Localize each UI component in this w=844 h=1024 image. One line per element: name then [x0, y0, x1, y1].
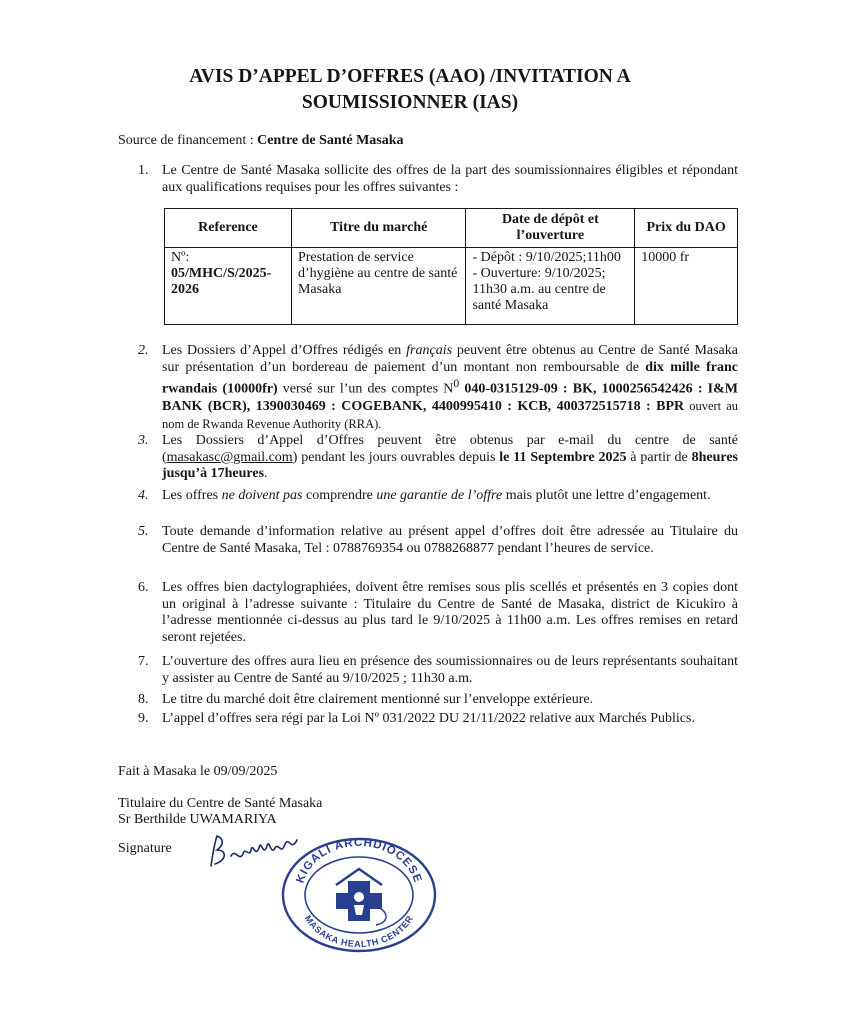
cell-prix: 10000 fr — [635, 248, 738, 325]
list-item-7 — [138, 654, 738, 687]
list-text — [162, 488, 738, 505]
email-link[interactable]: masakasc@gmail.com — [166, 449, 293, 465]
list-number: 6. — [138, 580, 149, 595]
list-text: Toute demande d’information relative au présent appel d’offres doit être adressée au Titulaire du Centre de Santé Masaka, Tel : 0788769354 ou 0788268877 pendant l’heures de service. — [162, 524, 738, 556]
list-number: 7. — [138, 654, 149, 669]
funding-source-value: Centre de Santé Masaka — [257, 133, 404, 148]
list-number: 3. — [138, 433, 149, 448]
list-item-6 — [138, 580, 738, 646]
item4-text-3: mais plutôt une lettre d’engagement. — [502, 488, 711, 503]
item3-text-1: Les Dossiers d’Appel d’Offres peuvent être obtenus par e-mail du centre de santé ( — [162, 433, 738, 465]
date-depot: - Dépôt : 9/10/2025;11h00 — [472, 250, 621, 265]
item2-italic: français — [406, 343, 453, 358]
item3-text-4: . — [264, 466, 268, 481]
item4-italic-1: ne doivent pas — [221, 488, 303, 503]
list-item-3 — [138, 433, 738, 483]
item2-text-1: Les Dossiers d’Appel d’Offres rédigés en — [162, 343, 407, 358]
item4-text-2: comprendre — [302, 488, 377, 503]
list-item-1 — [138, 163, 738, 196]
funding-source-label: Source de financement : — [118, 133, 254, 148]
header-reference: Reference — [165, 209, 292, 248]
stamp-top-text: KIGALI ARCHDIOCESE — [294, 836, 424, 885]
header-prix: Prix du DAO — [635, 209, 738, 248]
list-item-9 — [138, 711, 738, 728]
item3-text-2: ) pendant les jours ouvrables depuis — [292, 449, 500, 465]
item2-superscript: 0 — [453, 377, 460, 390]
reference-value: 05/MHC/S/2025-2026 — [171, 266, 272, 297]
cell-reference — [165, 248, 292, 325]
stamp-bottom-text: MASAKA HEALTH CENTER — [302, 913, 416, 950]
item4-italic-2: une garantie de l’offre — [376, 488, 503, 503]
item3-text-3: à partir de — [626, 449, 692, 465]
stamp-cross-icon — [336, 869, 386, 925]
title-line-2: SOUMISSIONNER (IAS) — [301, 92, 519, 113]
place-date: Fait à Masaka le 09/09/2025 — [118, 764, 278, 779]
reference-prefix: Nº: — [171, 250, 190, 265]
list-number: 5. — [138, 524, 149, 539]
list-number: 4. — [138, 488, 149, 503]
list-text: Les offres bien dactylographiées, doivent être remises sous plis scellés et présentés en 3 copies dont un original à l’adresse suivante : Titulaire du Centre de Santé de Masaka, district de Kicukiro à l’adresse mentionnée ci-dessus au plus tard le 9/10/2025 à 11h00 a.m. Les offres remises en retard seront rejetées. — [162, 580, 738, 645]
list-text — [162, 343, 738, 433]
item2-text-2: peuvent être obtenus au Centre de Santé Masaka sur présentation d’un bordereau de paiement d’un montant non remboursable de — [162, 343, 738, 375]
signature-label: Signature — [118, 841, 172, 856]
funding-source — [118, 133, 404, 149]
item2-amount: dix mille franc rwandais (10000fr) — [162, 359, 738, 397]
date-ouverture: - Ouverture: 9/10/2025; 11h30 a.m. au centre de santé Masaka — [472, 266, 606, 313]
list-number: 9. — [138, 711, 149, 726]
cell-titre: Prestation de service d’hygiène au centre de santé Masaka — [291, 248, 466, 325]
list-number: 8. — [138, 692, 149, 707]
item3-hours: 8heures jusqu’à 17heures — [162, 449, 739, 481]
signatory-title: Titulaire du Centre de Santé Masaka — [118, 796, 323, 811]
item2-text-3: versé sur l’un des comptes N — [277, 381, 454, 397]
item2-text-4: ouvert au nom de Rwanda Revenue Authority (RRA). — [162, 399, 738, 431]
list-number: 1. — [138, 163, 149, 178]
list-item-5 — [138, 524, 738, 557]
header-titre: Titre du marché — [291, 209, 466, 248]
official-stamp — [278, 833, 440, 953]
list-text: Le Centre de Santé Masaka sollicite des offres de la part des soumissionnaires éligibles et répondant aux qualifications requises pour les offres suivantes : — [162, 163, 738, 195]
table-row — [165, 248, 738, 325]
list-item-2 — [138, 343, 738, 433]
title-line-1: AVIS D’APPEL D’OFFRES (AAO) /INVITATION A — [189, 66, 631, 87]
item2-accounts: 040-0315129-09 : BK, 1000256542426 : I&M BANK (BCR), 1390030469 : COGEBANK, 4400995410 : KCB, 400372515718 : BPR — [162, 381, 738, 415]
table-header-row — [165, 209, 738, 248]
item3-date: le 11 Septembre 2025 — [499, 449, 627, 465]
offers-table — [164, 208, 738, 325]
item4-text-1: Les offres — [162, 488, 222, 503]
document-title — [130, 64, 690, 116]
list-text — [162, 433, 738, 483]
cell-date — [466, 248, 635, 325]
signatory-name: Sr Berthilde UWAMARIYA — [118, 812, 277, 827]
header-date: Date de dépôt et l’ouverture — [466, 209, 635, 248]
list-item-8 — [138, 692, 738, 709]
list-text: L’appel d’offres sera régi par la Loi Nº 031/2022 DU 21/11/2022 relative aux Marchés Publics. — [162, 711, 695, 726]
list-text: L’ouverture des offres aura lieu en présence des soumissionnaires ou de leurs représentants souhaitant y assister au Centre de Santé au 9/10/2025 ; 11h30 a.m. — [162, 654, 738, 686]
list-number: 2. — [138, 343, 149, 358]
list-item-4 — [138, 488, 738, 505]
list-text: Le titre du marché doit être clairement mentionné sur l’enveloppe extérieure. — [162, 692, 594, 707]
